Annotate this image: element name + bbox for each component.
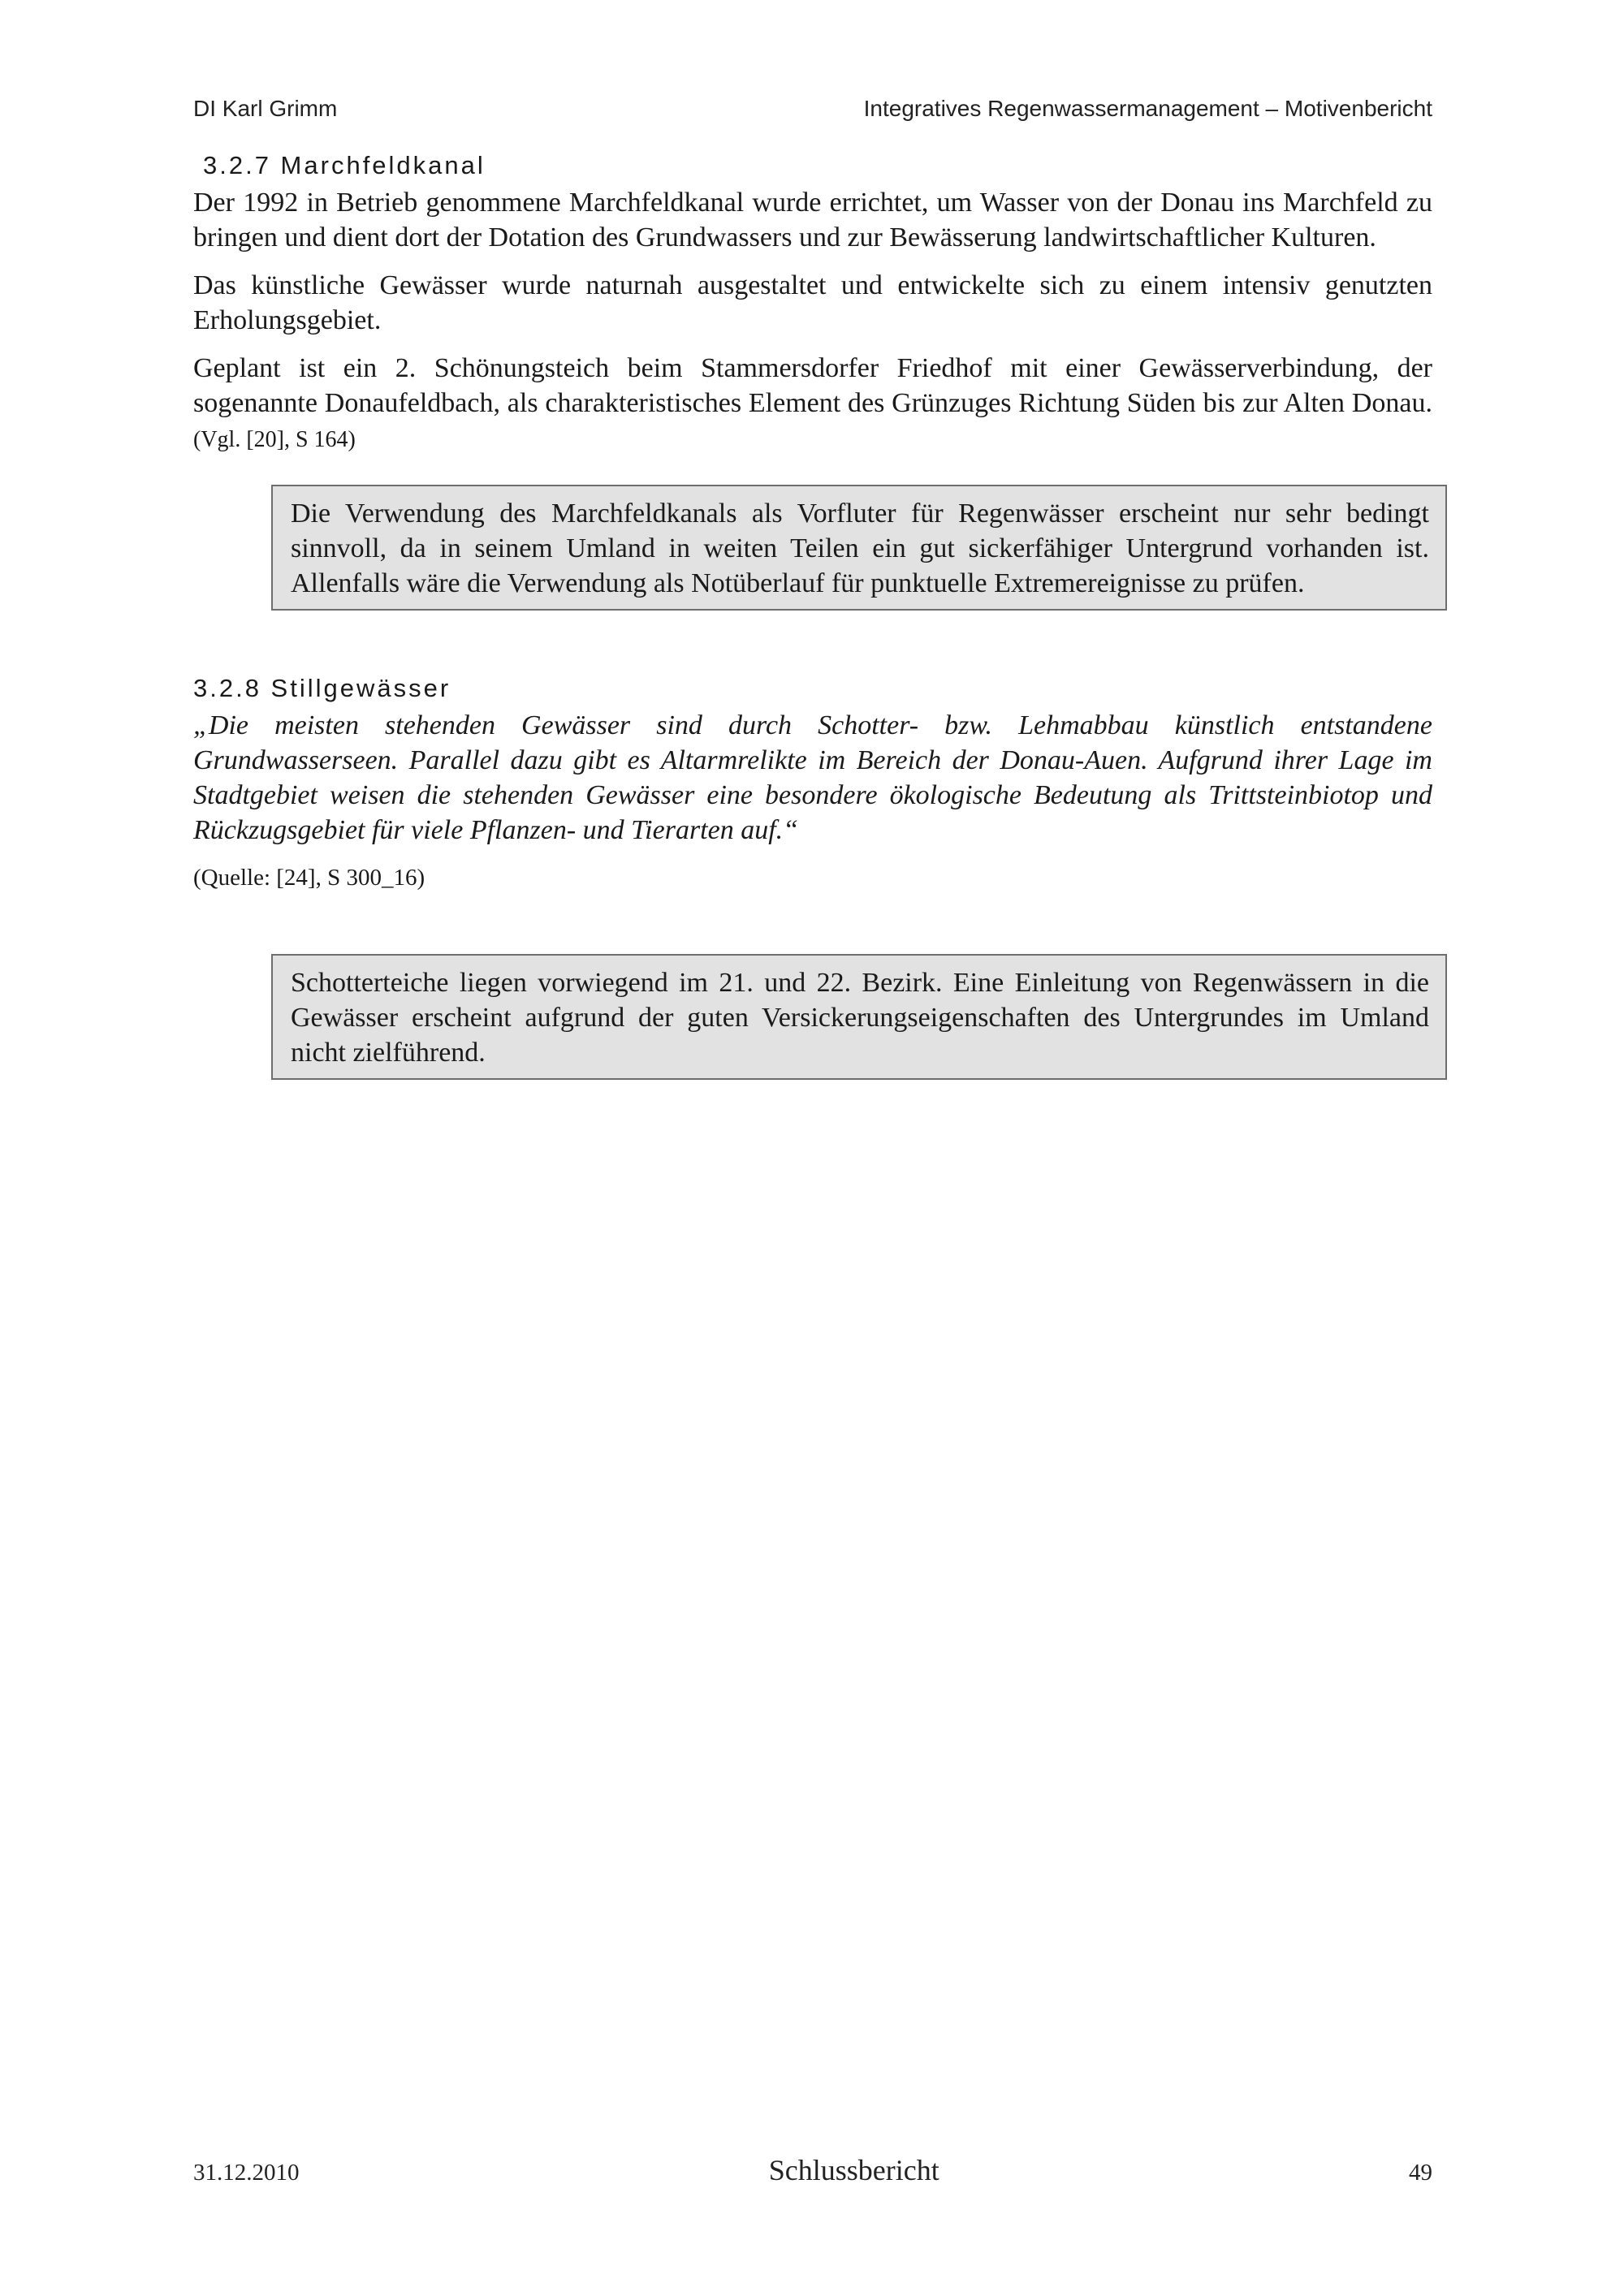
page-number: 49: [1408, 2160, 1432, 2186]
quote-source: (Quelle: [24], S 300_16): [193, 865, 425, 891]
footer-date: 31.12.2010: [193, 2160, 300, 2186]
header-author: DI Karl Grimm: [193, 96, 338, 121]
paragraph-marchfeldkanal-2: Das künstliche Gewässer wurde naturnah ausgestaltet und entwickelte sich zu einem intensiv genutzten Erholungsgebiet.: [193, 270, 1432, 335]
section-heading-stillgewaesser: 3.2.8 Stillgewässer: [193, 674, 451, 702]
highlight-box-text: Die Verwendung des Marchfeldkanals als Vorfluter für Regenwässer erscheint nur sehr bedingt sinnvoll, da in seinem Umland in weiten Teilen ein gut sickerfähiger Untergrund vorhanden ist. Allenfalls wäre die Verwendung als Notüberlauf für punktuelle Extremereignisse zu prüfen.: [291, 498, 1429, 598]
section-heading-marchfeldkanal: 3.2.7 Marchfeldkanal: [203, 151, 486, 179]
paragraph-marchfeldkanal-3-text: Geplant ist ein 2. Schönungsteich beim Stammersdorfer Friedhof mit einer Gewässerverbindung, der sogenannte Donaufeldbach, als charakteristisches Element des Grünzuges Richtung Süden bis zur Alten Donau.: [193, 353, 1432, 418]
page-header: [193, 96, 1432, 122]
citation: (Vgl. [20], S 164): [193, 427, 356, 452]
highlight-box-stillgewaesser: [271, 954, 1447, 1080]
highlight-box-marchfeldkanal: [271, 485, 1447, 611]
highlight-box-text: Schotterteiche liegen vorwiegend im 21. und 22. Bezirk. Eine Einleitung von Regenwässern in die Gewässer erscheint aufgrund der guten Versickerungseigenschaften des Untergrundes im Umland nicht zielführend.: [291, 968, 1429, 1068]
paragraph-marchfeldkanal-3: [193, 351, 1432, 457]
paragraph-marchfeldkanal-1: Der 1992 in Betrieb genommene Marchfeldkanal wurde errichtet, um Wasser von der Donau ins Marchfeld zu bringen und dient dort der Dotation des Grundwassers und zur Bewässerung landwirtschaftlicher Kulturen.: [193, 188, 1432, 252]
page-footer: [193, 2153, 1432, 2187]
footer-title: Schlussbericht: [768, 2154, 939, 2186]
quote-stillgewaesser: „Die meisten stehenden Gewässer sind durch Schotter- bzw. Lehmabbau künstlich entstandene Grundwasserseen. Parallel dazu gibt es Altarmrelikte im Bereich der Donau-Auen. Aufgrund ihrer Lage im Stadtgebiet weisen die stehenden Gewässer eine besondere ökologische Bedeutung als Trittsteinbiotop und Rückzugsgebiet für viele Pflanzen- und Tierarten auf.“: [193, 710, 1432, 845]
header-title: Integratives Regenwassermanagement – Motivenbericht: [863, 96, 1432, 121]
page-content: [193, 151, 1432, 1080]
